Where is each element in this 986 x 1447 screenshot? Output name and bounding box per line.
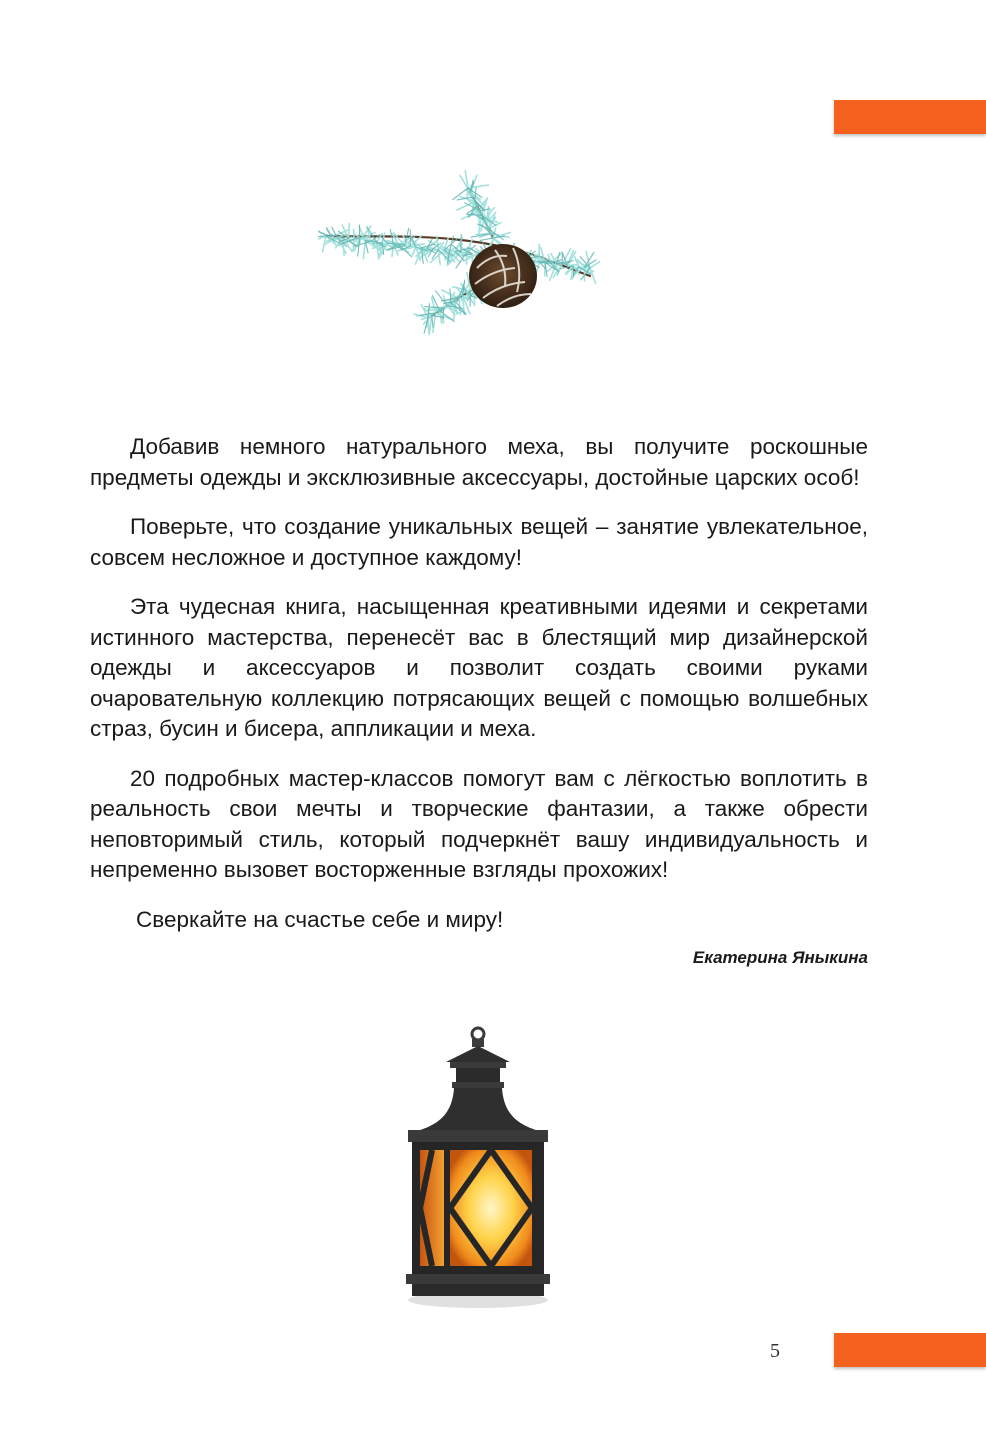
page-number: 5: [770, 1340, 780, 1362]
intro-text: [90, 432, 868, 988]
accent-bar-bottom: [834, 1333, 986, 1367]
lantern-icon: [398, 1022, 558, 1310]
paragraph-3: Эта чудесная книга, насыщенная креативными идеями и секретами истинного мастерства, перенесёт вас в блестящий мир дизайнерской одежды и аксессуаров и позволит создать своими руками очаровательную коллекцию потрясающих вещей с помощью волшебных страз, бусин и бисера, аппликации и меха.: [90, 594, 868, 741]
fir-needle: [568, 265, 578, 266]
fir-needle: [480, 238, 493, 240]
paragraph-2: Поверьте, что создание уникальных вещей – занятие увлекательное, совсем несложное и доступное каждому!: [90, 514, 868, 570]
pine-cone: [469, 244, 537, 308]
fir-needle: [424, 318, 428, 333]
fir-needle: [353, 239, 354, 250]
fir-needle: [432, 316, 433, 328]
accent-bar-top: [834, 100, 986, 134]
fir-branch-icon: [318, 168, 600, 360]
closing-line: Сверкайте на счастье себе и миру!: [136, 906, 504, 932]
paragraph-4: 20 подробных мастер-классов помогут вам с лёгкостью воплотить в реальность свои мечты и творческие фантазии, а также обрести неповторимый стиль, который подчеркнёт вашу индивидуальность и непременно вызовет восторженные взгляды прохожих!: [90, 765, 868, 882]
fir-needle: [475, 188, 476, 202]
fir-needle: [349, 224, 350, 239]
author-signature: Екатерина Яныкина: [692, 948, 868, 967]
paragraph-1: Добавив немного натурального меха, вы получите роскошные предметы одежды и эксклюзивные аксессуары, достойные царских особ!: [90, 434, 868, 490]
fir-needle: [454, 301, 455, 319]
